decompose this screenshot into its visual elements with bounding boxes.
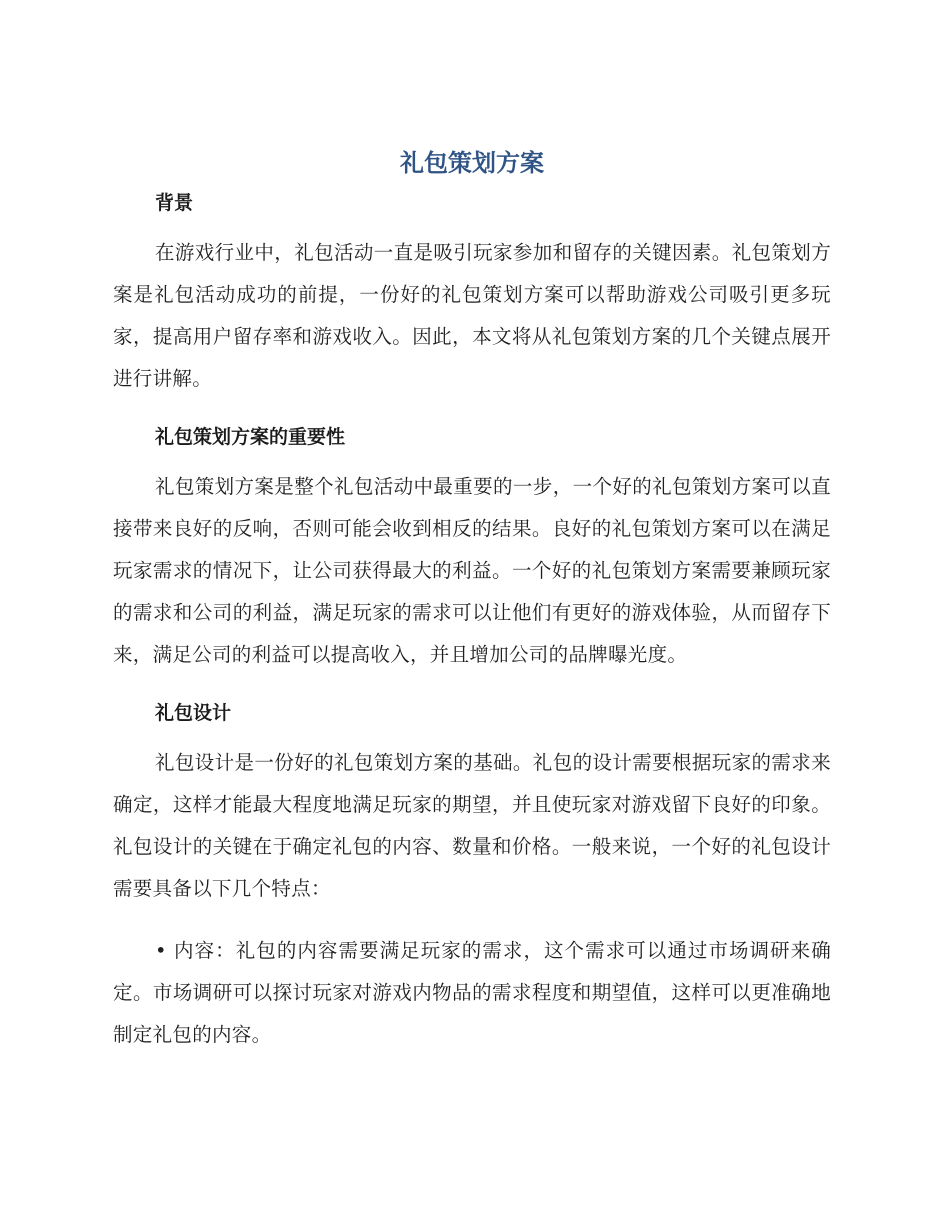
paragraph-gift-design: 礼包设计是一份好的礼包策划方案的基础。礼包的设计需要根据玩家的需求来确定，这样才能最大程度地满足玩家的期望，并且使玩家对游戏留下良好的印象。礼包设计的关键在于确定礼包的内容、数量和价格。一般来说，一个好的礼包设计需要具备以下几个特点： — [113, 751, 831, 900]
spacer — [113, 220, 831, 232]
paragraph-background: 在游戏行业中，礼包活动一直是吸引玩家参加和留存的关键因素。礼包策划方案是礼包活动成功的前提，一份好的礼包策划方案可以帮助游戏公司吸引更多玩家，提高用户留存率和游戏收入。因此，本文将从礼包策划方案的几个关键点展开进行讲解。 — [113, 241, 831, 390]
spacer — [113, 454, 831, 466]
paragraph-importance: 礼包策划方案是整个礼包活动中最重要的一步，一个好的礼包策划方案可以直接带来良好的反响，否则可能会收到相反的结果。良好的礼包策划方案可以在满足玩家需求的情况下，让公司获得最大的利益。一个好的礼包策划方案需要兼顾玩家的需求和公司的利益，满足玩家的需求可以让他们有更好的游戏体验，从而留存下来，满足公司的利益可以提高收入，并且增加公司的品牌曝光度。 — [113, 475, 831, 666]
bullet-content: • 内容：礼包的内容需要满足玩家的需求，这个需求可以通过市场调研来确定。市场调研可以探讨玩家对游戏内物品的需求程度和期望值，这样可以更准确地制定礼包的内容。 — [113, 939, 831, 1046]
section-heading-importance: 礼包策划方案的重要性 — [155, 426, 346, 448]
section-heading-gift-design: 礼包设计 — [155, 702, 232, 724]
spacer — [113, 676, 831, 696]
document-page — [113, 140, 831, 1056]
spacer — [113, 400, 831, 420]
document-title: 礼包策划方案 — [400, 149, 544, 177]
spacer — [113, 730, 831, 742]
section-heading-background: 背景 — [155, 192, 194, 214]
spacer — [113, 910, 831, 930]
